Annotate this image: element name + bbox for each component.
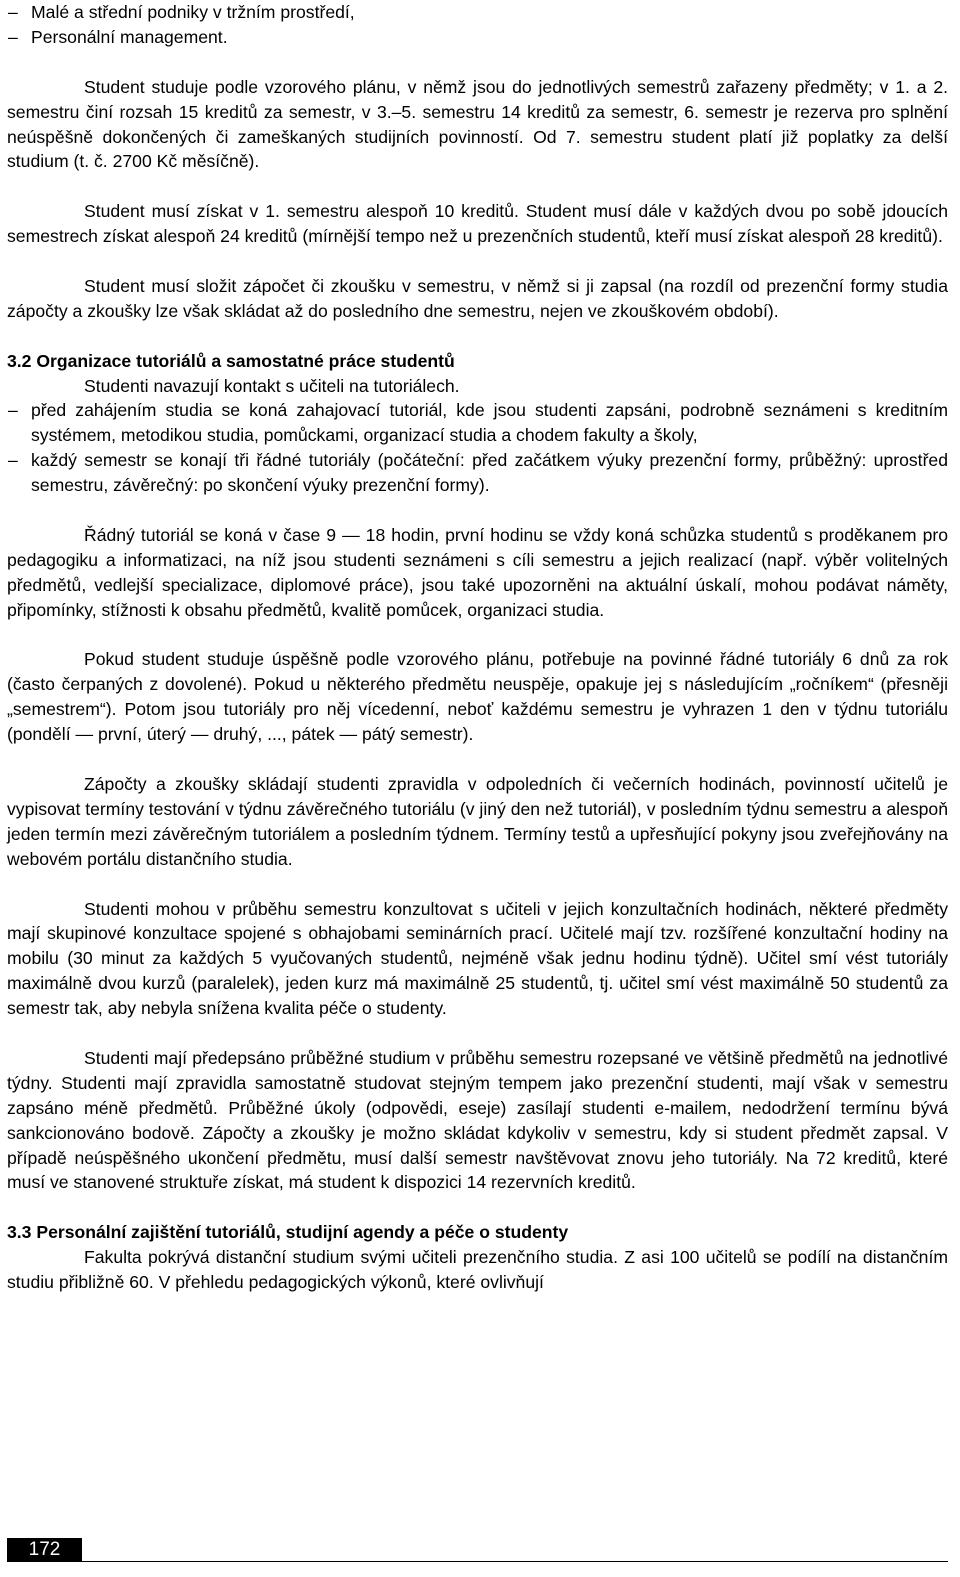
spacer <box>7 324 948 349</box>
list-item-text: každý semestr se konají tři řádné tutoriály (počáteční: před začátkem výuky prezenční formy, průběžný: uprostřed semestru, závěrečný: po skončení výuky prezenční formy). <box>31 450 948 496</box>
spacer <box>7 1195 948 1220</box>
list-item <box>7 448 948 498</box>
spacer <box>7 498 948 523</box>
section-intro: Studenti navazují kontakt s učiteli na tutoriálech. <box>84 375 460 396</box>
document-page <box>7 0 948 1295</box>
paragraph-exams: Student musí složit zápočet či zkoušku v semestru, v němž si ji zapsal (na rozdíl od prezenční formy studia zápočty a zkoušky lze však skládat až do posledního dne semestru, nejen ve zkouškovém období). <box>7 275 948 321</box>
spacer <box>7 623 948 648</box>
spacer <box>7 50 948 75</box>
list-item-text: Personální management. <box>31 26 228 47</box>
spacer <box>7 1021 948 1046</box>
spacer <box>7 747 948 772</box>
list-item <box>7 0 948 25</box>
dash-bullet: – <box>8 26 18 47</box>
page-number: 172 <box>7 1538 82 1562</box>
paragraph-study-plan: Student studuje podle vzorového plánu, v němž jsou do jednotlivých semestrů zařazeny předměty; v 1. a 2. semestru činí rozsah 15 kreditů za semestr, v 3.–5. semestru 14 kreditů za semestr, 6. semestr je rezerva pro splnění neúspěšně dokončených či zameškaných studijních povinností. Od 7. semestru student platí již poplatky za delší studium (t. č. 2700 Kč měsíčně). <box>7 76 948 172</box>
list-item-text: před zahájením studia se koná zahajovací tutoriál, kde jsou studenti zapsáni, podrobně seznámeni s kreditním systémem, metodikou studia, pomůckami, organizací studia a chodem fakulty a školy, <box>31 400 948 446</box>
list-item <box>7 398 948 448</box>
list-item <box>7 25 948 50</box>
paragraph-credits-requirement: Student musí získat v 1. semestru alespoň 10 kreditů. Student musí dále v každých dvou po sobě jdoucích semestrech získat alespoň 24 kreditů (mírnější tempo než u prezenčních studentů, kteří musí získat alespoň 28 kreditů). <box>7 201 948 247</box>
paragraph-regular-tutorial: Řádný tutoriál se koná v čase 9 — 18 hodin, první hodinu se vždy koná schůzka studentů s proděkanem pro pedagogiku a informatizaci, na níž jsou studenti seznámeni s cíli semestru a jejich realizací (např. výběr volitelných předmětů, vedlejší specializace, diplomové práce), jsou také upozorněni na aktuální úskalí, mohou podávat náměty, připomínky, stížnosti k obsahu předmětů, kvalitě pomůcek, organizaci studia. <box>7 524 948 620</box>
paragraph-exam-terms: Zápočty a zkoušky skládají studenti zpravidla v odpoledních či večerních hodinách, povinností učitelů je vypisovat termíny testování v týdnu závěrečného tutoriálu (v jiný den než tutoriál), v posledním týdnu semestru a alespoň jeden termín mezi závěrečným tutoriálem a posledním týdnem. Termíny testů a upřesňující pokyny jsou zveřejňovány na webovém portálu distančního studia. <box>7 773 948 869</box>
paragraph-tutorial-days: Pokud student studuje úspěšně podle vzorového plánu, potřebuje na povinné řádné tutoriály 6 dnů za rok (často čerpaných z dovolené). Pokud u některého předmětu neuspěje, opakuje jej s následujícím „ročníkem“ (přesněji „semestrem“). Potom jsou tutoriály pro něj vícedenní, neboť každému semestru je vyhrazen 1 den v týdnu tutoriálu (pondělí — první, úterý — druhý, ..., pátek — pátý semestr). <box>7 649 948 745</box>
spacer <box>7 872 948 897</box>
tutorial-bullet-list <box>7 398 948 498</box>
dash-bullet: – <box>8 450 18 471</box>
dash-bullet: – <box>8 2 18 22</box>
dash-bullet: – <box>8 400 18 421</box>
footer-rule <box>82 1561 948 1562</box>
top-bullet-list <box>7 0 948 50</box>
paragraph-staffing: Fakulta pokrývá distanční studium svými učiteli prezenčního studia. Z asi 100 učitelů se podílí na distančním studiu přibližně 60. V přehledu pedagogických výkonů, které ovlivňují <box>7 1247 948 1293</box>
section-heading-3-3: 3.3 Personální zajištění tutoriálů, studijní agendy a péče o studenty <box>7 1222 569 1243</box>
spacer <box>7 249 948 274</box>
paragraph-continuous-study: Studenti mají předepsáno průběžné studium v průběhu semestru rozepsané ve většině předmětů na jednotlivé týdny. Studenti mají zpravidla samostatně studovat stejným tempem jako prezenční studenti, mají však v semestru zapsáno méně předmětů. Průběžné úkoly (odpovědi, eseje) zasílají studenti e-mailem, nedodržení termínu bývá sankcionováno bodově. Zápočty a zkoušky je možno skládat kdykoliv v semestru, kdy si student předmět zapsal. V případě neúspěšného ukončení předmětu, musí další semestr navštěvovat znovu jeho tutoriály. Na 72 kreditů, které musí ve stanovené struktuře získat, má student k dispozici 14 rezervních kreditů. <box>7 1047 948 1193</box>
section-heading-3-2: 3.2 Organizace tutoriálů a samostatné práce studentů <box>7 350 455 371</box>
spacer <box>7 174 948 199</box>
paragraph-consultations: Studenti mohou v průběhu semestru konzultovat s učiteli v jejich konzultačních hodinách, některé předměty mají skupinové konzultace spojené s obhajobami seminárních prací. Učitelé mají tzv. rozšířené konzultační hodiny na mobilu (30 minut za každých 5 vyučovaných studentů, nejméně však jednu hodinu týdně). Učitel smí vést tutoriály maximálně dvou kurzů (paralelek), jeden kurz má maximálně 25 studentů, tj. učitel smí vést maximálně 50 studentů za semestr tak, aby nebyla snížena kvalita péče o studenty. <box>7 898 948 1019</box>
list-item-text: Malé a střední podniky v tržním prostředí, <box>31 2 355 22</box>
